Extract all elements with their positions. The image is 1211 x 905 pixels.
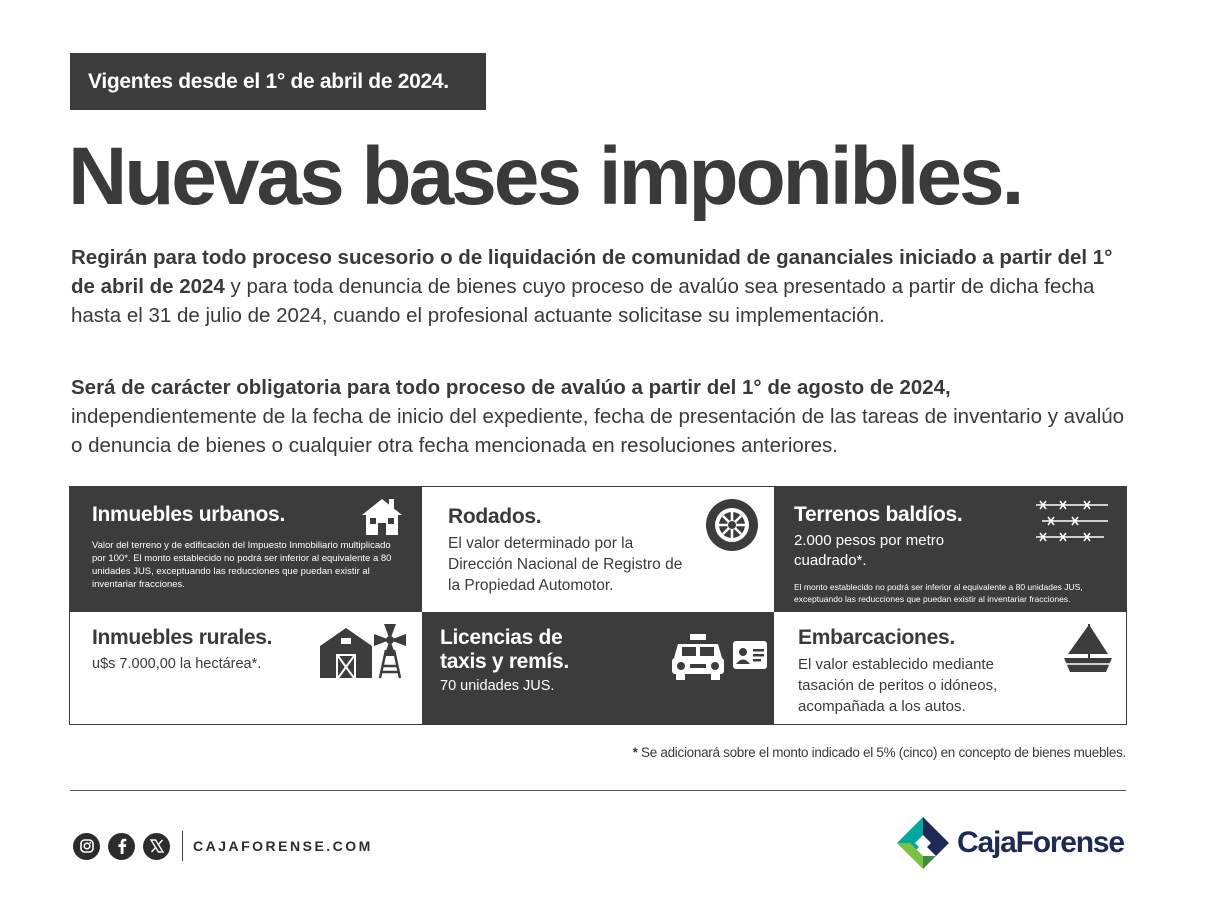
cell-licencias-taxis [422,612,774,724]
cell-embarcaciones-title: Embarcaciones. [798,626,955,649]
website-link[interactable]: CAJAFORENSE.COM [193,838,373,854]
taxi-icon [670,632,726,687]
cell-urbanos-title: Inmuebles urbanos. [92,503,285,526]
sailboat-icon [1062,624,1114,679]
paragraph-1-text: y para toda denuncia de bienes cuyo proceso de avalúo sea presentado a partir de dicha fecha hasta el 31 de julio de 2024, cuando el profesional actuante solicitase su implementación. [71,275,1095,327]
cell-rodados-title: Rodados. [448,505,542,528]
cell-inmuebles-urbanos [70,487,422,612]
id-card-icon [732,640,768,675]
paragraph-1 [71,243,1131,330]
cell-urbanos-text: Valor del terreno y de edificación del Impuesto Inmobiliario multiplicado por 100*. El monto establecido no podrá ser inferior al equivalente a 80 unidades JUS, exceptuando las reducciones que puedan existir al inventariar fracciones. [92,540,392,590]
facebook-icon[interactable] [108,833,135,860]
logo-wordmark: CajaForense [957,826,1124,859]
paragraph-2-bold: Será de carácter obligatoria para todo proceso de avalúo a partir del 1° de agosto de 2024, [71,376,951,399]
cell-rurales-text: u$s 7.000,00 la hectárea*. [92,656,262,672]
footnote [633,745,1126,760]
paragraph-2-text: independientemente de la fecha de inicio del expediente, fecha de presentación de las tareas de inventario y avalúo o denuncia de bienes o cualquier otra fecha mencionada en resoluciones anteriores. [71,405,1125,457]
social-links [73,831,373,861]
cell-rodados [422,487,774,612]
instagram-icon[interactable] [73,833,100,860]
cell-baldios-note: El monto establecido no podrá ser inferior al equivalente a 80 unidades JUS, exceptuando las reducciones que puedan existir al inventariar fracciones. [794,582,1083,604]
cell-baldios-text: 2.000 pesos por metro cuadrado*. [794,532,945,569]
footnote-star: * [632,745,638,760]
cell-terrenos-baldios [774,487,1126,612]
paragraph-2 [71,373,1131,460]
page-title: Nuevas bases imponibles. [68,131,1022,222]
cell-embarcaciones-text: El valor establecido mediante tasación de peritos o idóneos, acompañada a los autos. [798,656,998,715]
footer-divider [70,790,1126,791]
cell-rurales-title: Inmuebles rurales. [92,626,273,649]
cell-inmuebles-rurales [70,612,422,724]
x-twitter-icon[interactable] [143,833,170,860]
tire-icon [704,497,760,558]
validity-badge: Vigentes desde el 1° de abril de 2024. [70,53,486,110]
caja-forense-logo [895,815,1124,871]
cell-taxis-title-2: taxis y remís. [440,650,569,673]
social-separator [182,831,183,861]
farm-barn-icon [318,622,408,687]
bases-grid [69,486,1127,725]
footnote-text: Se adicionará sobre el monto indicado el 5% (cinco) en concepto de bienes muebles. [637,745,1126,760]
cell-embarcaciones [774,612,1126,724]
paragraph-1-bold: Regirán para todo proceso sucesorio o de liquidación de comunidad de gananciales iniciado a partir del 1° de abril de 2024 [71,246,1113,298]
cell-rodados-text: El valor determinado por la Dirección Nacional de Registro de la Propiedad Automotor. [448,535,683,594]
cell-baldios-title: Terrenos baldíos. [794,503,963,526]
barbed-wire-icon [1036,499,1108,548]
house-icon [360,497,404,542]
cell-taxis-text: 70 unidades JUS. [440,678,555,694]
caja-forense-logo-mark [895,815,951,871]
cell-taxis-title-1: Licencias de [440,626,563,649]
